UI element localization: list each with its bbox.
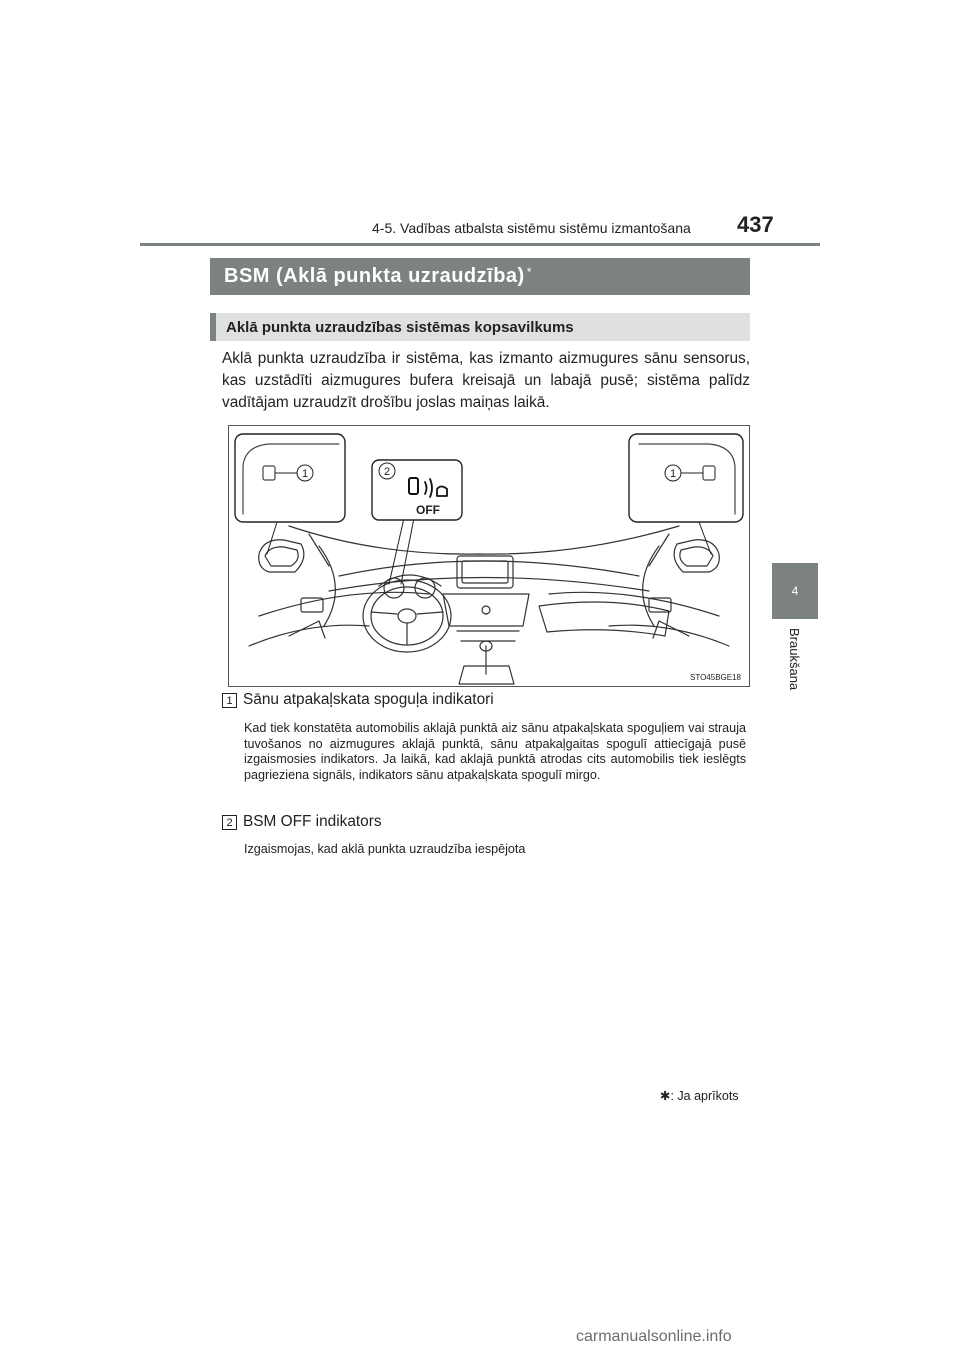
equipment-asterisk: * <box>526 264 532 279</box>
item-2-title: BSM OFF indikators <box>243 813 382 830</box>
figure-code: STO45BGE18 <box>690 673 741 682</box>
header-rule <box>140 243 820 246</box>
item-2-description: Izgaismojas, kad aklā punkta uzraudzība iespējota <box>244 842 526 856</box>
page-number: 437 <box>737 212 774 237</box>
subheading <box>210 313 750 341</box>
callout-right-number: 1 <box>669 468 677 480</box>
dashboard-drawing <box>229 426 749 686</box>
footnote: ✱: Ja aprīkots <box>660 1089 739 1103</box>
page-title-bar <box>210 258 750 295</box>
callout-left-number: 1 <box>301 468 309 480</box>
item-1-title: Sānu atpakaļskata spoguļa indikatori <box>243 691 494 708</box>
intro-paragraph: Aklā punkta uzraudzība ir sistēma, kas izmanto aizmugures sānu sensorus, kas uzstādīti aizmugures bufera kreisajā un labajā pusē; sistēma palīdz vadītājam uzraudzīt drošību joslas maiņas laikā. <box>222 350 750 411</box>
callout-center-number: 2 <box>383 466 391 478</box>
item-2-number: 2 <box>222 815 237 830</box>
chapter-tab <box>772 563 818 619</box>
page-title: BSM (Aklā punkta uzraudzība) <box>224 265 525 287</box>
subheading-text: Aklā punkta uzraudzības sistēmas kopsavilkums <box>226 318 574 336</box>
watermark: carmanualsonline.info <box>576 1328 732 1345</box>
item-1-number: 1 <box>222 693 237 708</box>
section-title: 4-5. Vadības atbalsta sistēmu sistēmu izmantošana <box>372 220 691 236</box>
chapter-name: Braukšana <box>787 628 802 691</box>
dashboard-illustration <box>228 425 750 687</box>
item-1-description: Kad tiek konstatēta automobilis aklajā punktā aiz sānu atpakaļskata spoguļiem vai strauja tuvošanos no aizmugures aklajā punktā, sānu atpakaļgaitas spogulī attiecīgajā pusē izgaismosies indikators. Ja laikā, kad aklajā punktā atrodas cits automobilis tiek ieslēgts pagrieziena signāls, indikators sānu atpakaļskata spogulī mirgo. <box>244 721 746 782</box>
chapter-number: 4 <box>791 584 799 598</box>
off-label: OFF <box>416 503 440 517</box>
